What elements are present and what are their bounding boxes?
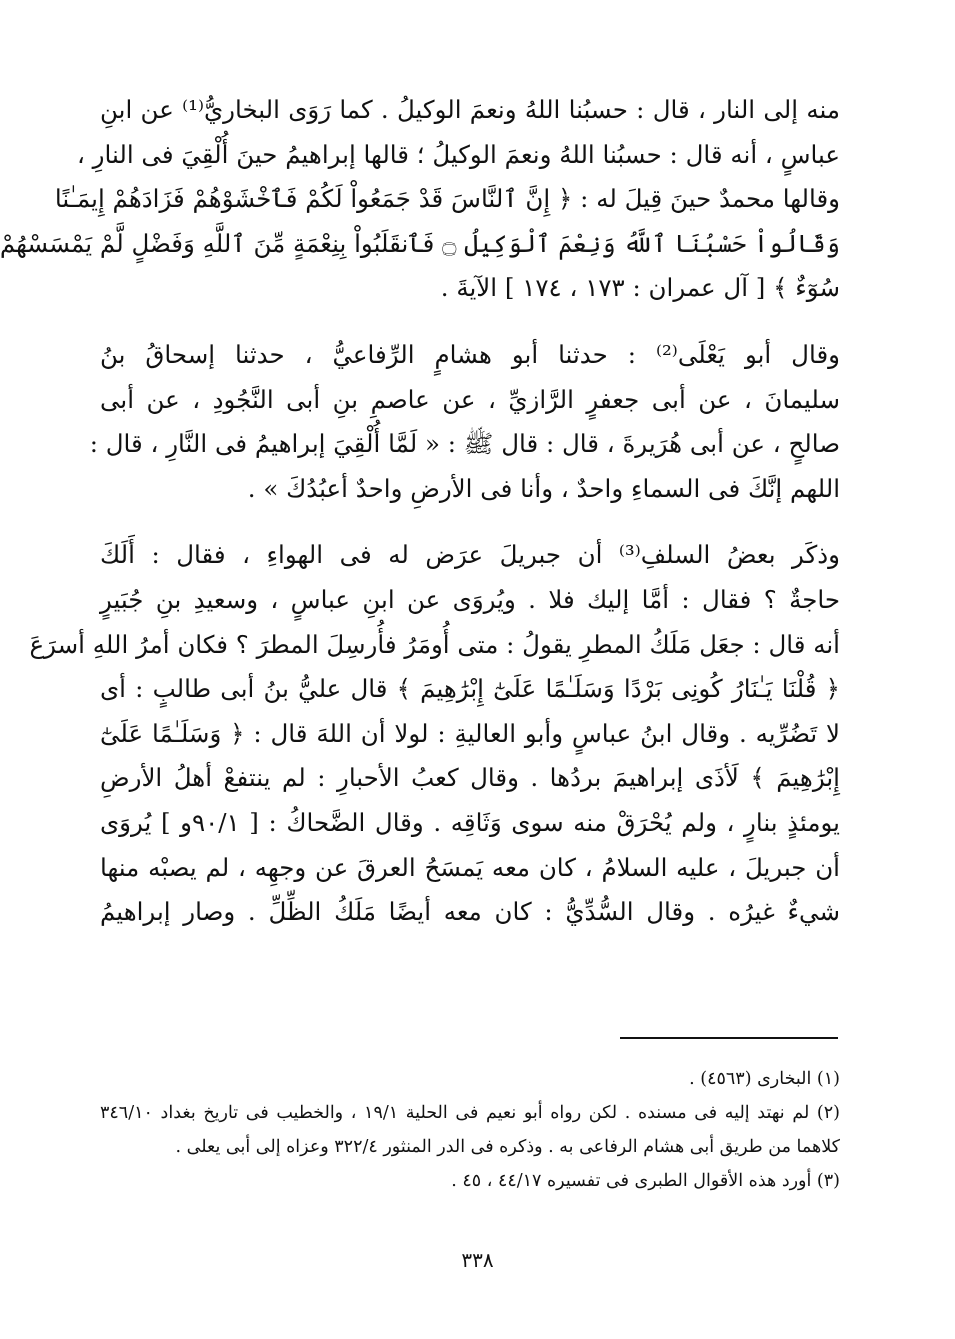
footnote-1: (١) البخارى (٤٥٦٣) . [689,1069,840,1089]
text-line: اللهم إنَّكَ فى السماءِ واحدٌ ، وأنا فى الأرضِ واحدٌ أعبُدُكَ » . [247,473,840,503]
text-line: يومئذٍ بنارٍ ، ولم يُحْرَقْ منه سوى وَثَاقِه . وقال الضَّحاكُ : [ ٩٠/١و ] يُروَى [100,807,840,837]
text-line: إِبْرَٰهِيمَ ﴾ لَأذَى إبراهيمَ بردُها . وقال كعبُ الأحبارِ : لم ينتفعْ أهلُ الأرضِ [100,763,840,793]
footnotes [100,1062,840,1198]
text-line: أن جبريلَ ، عليه السلامُ ، كان معه يَمسَحُ العرقَ عن وجهِه ، لم يصبْه منها [100,852,840,882]
paragraph-2 [89,333,840,511]
text-line: وَقَالُواْ حَسْبُنَا ٱللَّهُ وَنِعْمَ ٱلْوَكِيلُ ۝ فَٱنقَلَبُواْ بِنِعْمَةٍ مِّنَ ٱللَّهِ وَفَضْلٍ لَّمْ يَمْسَسْهُمْ [0,228,840,258]
text-line: عباسٍ ، أنه قال : حسبُنا اللهُ ونعمَ الوكيلُ ؛ قالها إبراهيمُ حينَ أُلْقِيَ فى النارِ ، [76,139,840,169]
text-line: شيءٌ غيرُه . وقال السُّدِّيُّ : كان معه أيضًا مَلَكُ الظِّلِّ . وصار إبراهيمُ [100,897,840,927]
footnote-divider [620,1037,838,1039]
text-line: ﴿ قُلْنَا يَـٰنَارُ كُونِى بَرْدًا وَسَلَـٰمًا عَلَىٰٓ إِبْرَٰهِيمَ ﴾ قال عليُّ بنُ أبى طالبٍ : أى [100,674,840,704]
paragraph-3 [29,533,840,934]
footnote-2-continued: كلاهما من طريق أبى هشام الرفاعى به . وذكره فى الدر المنثور ٣٢٢/٤ وعزاه إلى أبى يعلى . [175,1137,840,1157]
text-line: وذكَر بعضُ السلفِ⁽³⁾ أن جبريلَ عرَض له فى الهواءِ ، فقال : أَلَكَ [100,540,840,570]
text-line: صالحٍ ، عن أبى هُرَيرةَ ، قال : قال ﷺ : « لَمَّا أُلْقِيَ إبراهيمُ فى النَّارِ ، قال : [89,429,840,459]
footnote-2: (٢) لم نهتد إليه فى مسنده . لكن رواه أبو نعيم فى الحلية ١٩/١ ، والخطيب فى تاريخ بغداد ٣٤٦/١٠ [100,1103,840,1123]
main-text [0,88,840,935]
paragraph-1 [0,88,840,311]
text-line: حاجةٌ ؟ فقال : أمَّا إليك فلا . ويُروَى عن ابنِ عباسٍ ، وسعيدِ بنِ جُبَيرٍ [100,584,840,614]
text-line: وقال أبو يَعْلَى⁽²⁾ : حدثنا أبو هشامٍ الرِّفاعيُّ ، حدثنا إسحاقُ بنُ [100,339,840,369]
text-line: سليمانَ ، عن أبى جعفرٍ الرَّازيِّ ، عن عاصمِ بنِ أبى النَّجُودِ ، عن أبى [100,384,840,414]
text-line: منه إلى النار ، قال : حسبُنا اللهُ ونعمَ الوكيلُ . كما رَوَى البخاريُّ⁽¹⁾ عن ابنِ [100,95,840,124]
text-line: وقالها محمدٌ حينَ قِيلَ له : ﴿ إِنَّ ٱلنَّاسَ قَدْ جَمَعُواْ لَكُمْ فَٱخْشَوْهُمْ فَزَادَهُمْ إِيمَـٰنًا [54,184,840,214]
page-number: ٣٣٨ [461,1248,494,1272]
text-line: سُوٓءٌ ﴾ [ آل عمران : ١٧٣ ، ١٧٤ ] الآيةَ . [440,273,840,303]
footnote-3: (٣) أورد هذه الأقوال الطبرى فى تفسيره ٤٤/١٧ ، ٤٥ . [451,1171,840,1191]
text-line: أنه قال : جعَل مَلَكُ المطرِ يقولُ : متى أُومَرُ فأُرسِلَ المطرَ ؟ فكان أمرُ اللهِ أسرَعَ [29,629,840,659]
text-line: لا تَضُرِّيه . وقال ابنُ عباسٍ وأبو العاليةِ : لولا أن اللهَ قال : ﴿ وَسَلَـٰمًا عَلَىٰٓ [100,718,840,748]
